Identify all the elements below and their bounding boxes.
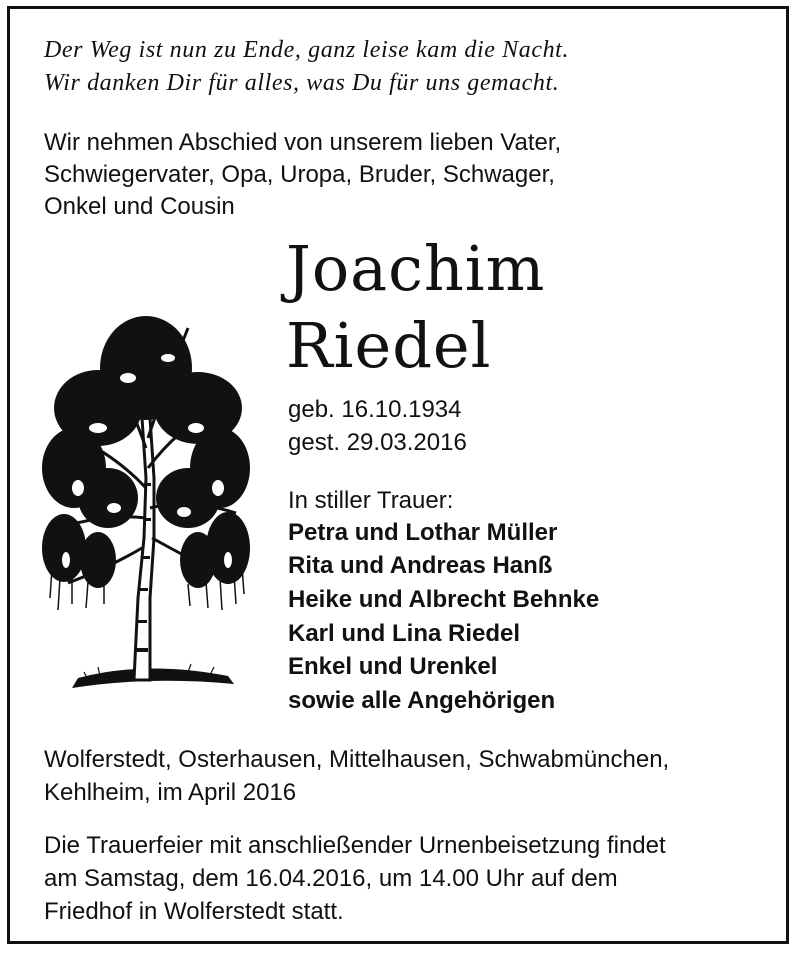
mourner-name: Rita und Andreas Hanß [288, 552, 553, 579]
mourner-name: Karl und Lina Riedel [288, 620, 521, 647]
funeral-line-3: Friedhof in Wolferstedt statt. [44, 898, 344, 925]
intro-line-3: Onkel und Cousin [44, 193, 235, 220]
mourners-heading: In stiller Trauer: [288, 487, 454, 514]
mourner-name: Enkel und Urenkel [288, 653, 498, 680]
deceased-last-name: Riedel [286, 309, 492, 382]
intro-line-1: Wir nehmen Abschied von unserem lieben Vater, [44, 129, 562, 156]
mourner-name: sowie alle Angehörigen [288, 687, 556, 714]
verse-line-1: Der Weg ist nun zu Ende, ganz leise kam die Nacht. [44, 37, 570, 63]
deceased-first-name: Joachim [286, 232, 546, 305]
mourner-name: Heike und Albrecht Behnke [288, 586, 600, 613]
places-line-1: Wolferstedt, Osterhausen, Mittelhausen, Schwabmünchen, [44, 746, 670, 773]
intro-line-2: Schwiegervater, Opa, Uropa, Bruder, Schwager, [44, 161, 555, 188]
birch-tree-icon [38, 298, 254, 696]
mourner-name: Petra und Lothar Müller [288, 519, 558, 546]
death-date: gest. 29.03.2016 [288, 429, 467, 456]
verse-line-2: Wir danken Dir für alles, was Du für uns gemacht. [44, 70, 560, 96]
places-line-2: Kehlheim, im April 2016 [44, 779, 297, 806]
funeral-line-2: am Samstag, dem 16.04.2016, um 14.00 Uhr auf dem [44, 865, 618, 892]
birth-date: geb. 16.10.1934 [288, 396, 462, 423]
funeral-line-1: Die Trauerfeier mit anschließender Urnenbeisetzung findet [44, 832, 666, 859]
